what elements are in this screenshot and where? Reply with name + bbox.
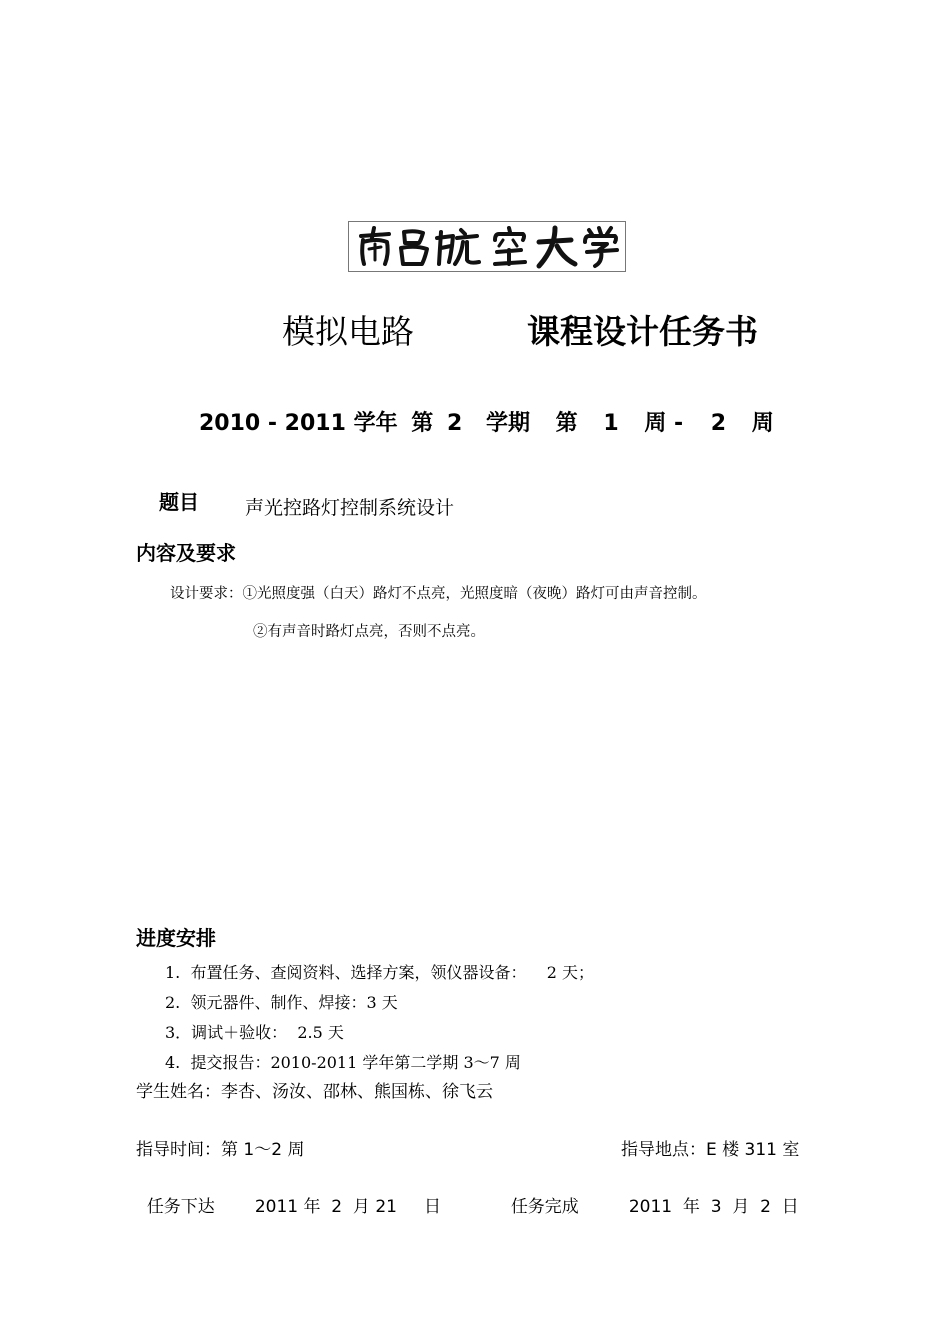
term-semester-prefix: 第 bbox=[411, 411, 434, 436]
term-week-label: 周 bbox=[751, 411, 774, 436]
requirements-line-2: ②有声音时路灯点亮，否则不点亮。 bbox=[253, 624, 485, 640]
task-done-label: 任务完成 bbox=[510, 1197, 579, 1217]
schedule-item: 1. 布置任务、查阅资料、选择方案，领仪器设备： 2 天； bbox=[165, 963, 595, 982]
topic-label: 题目 bbox=[159, 490, 199, 514]
guidance-time-label: 指导时间： bbox=[136, 1140, 221, 1160]
term-semester-number: 2 bbox=[446, 411, 463, 436]
students-line bbox=[136, 1077, 493, 1102]
term-week-prefix: 第 bbox=[555, 411, 578, 436]
term-line bbox=[199, 406, 774, 437]
topic-value: 声光控路灯控制系统设计 bbox=[245, 497, 455, 519]
document-title: 课程设计任务书 bbox=[527, 312, 758, 351]
schedule-heading: 进度安排 bbox=[136, 926, 216, 950]
task-issued-date: 2011 年 2 月 21 日 bbox=[254, 1197, 441, 1217]
term-week-separator: 周 - bbox=[644, 411, 684, 436]
task-issued-label: 任务下达 bbox=[146, 1197, 215, 1217]
task-done-date: 2011 年 3 月 2 日 bbox=[628, 1197, 799, 1217]
university-logo bbox=[348, 221, 626, 272]
students-names: 李杏、汤汝、邵林、熊国栋、徐飞云 bbox=[221, 1082, 493, 1102]
guidance-place-value: E 楼 311 室 bbox=[706, 1140, 800, 1160]
students-label: 学生姓名： bbox=[136, 1082, 221, 1102]
schedule-item: 2. 领元器件、制作、焊接：3 天 bbox=[165, 993, 398, 1012]
term-week-end: 2 bbox=[710, 411, 727, 436]
course-name: 模拟电路 bbox=[282, 312, 414, 351]
schedule-item: 3．调试＋验收： 2.5 天 bbox=[165, 1023, 344, 1042]
requirements-line-1: 设计要求：①光照度强（白天）路灯不点亮，光照度暗（夜晚）路灯可由声音控制。 bbox=[170, 586, 707, 602]
guidance-time-value: 第 1～2 周 bbox=[221, 1140, 305, 1160]
calligraphy-logo-graphic bbox=[349, 222, 625, 271]
task-issued bbox=[136, 1172, 441, 1217]
term-semester-label: 学期 bbox=[485, 411, 530, 436]
term-week-start: 1 bbox=[603, 411, 619, 436]
schedule-item: 4. 提交报告：2010-2011 学年第二学期 3～7 周 bbox=[165, 1053, 521, 1072]
task-done bbox=[500, 1172, 799, 1217]
term-years: 2010 - 2011 bbox=[199, 411, 346, 436]
term-year-label: 学年 bbox=[353, 411, 398, 436]
guidance-time bbox=[136, 1135, 304, 1160]
guidance-place bbox=[621, 1135, 799, 1160]
guidance-place-label: 指导地点： bbox=[621, 1140, 706, 1160]
requirements-heading: 内容及要求 bbox=[136, 541, 236, 565]
